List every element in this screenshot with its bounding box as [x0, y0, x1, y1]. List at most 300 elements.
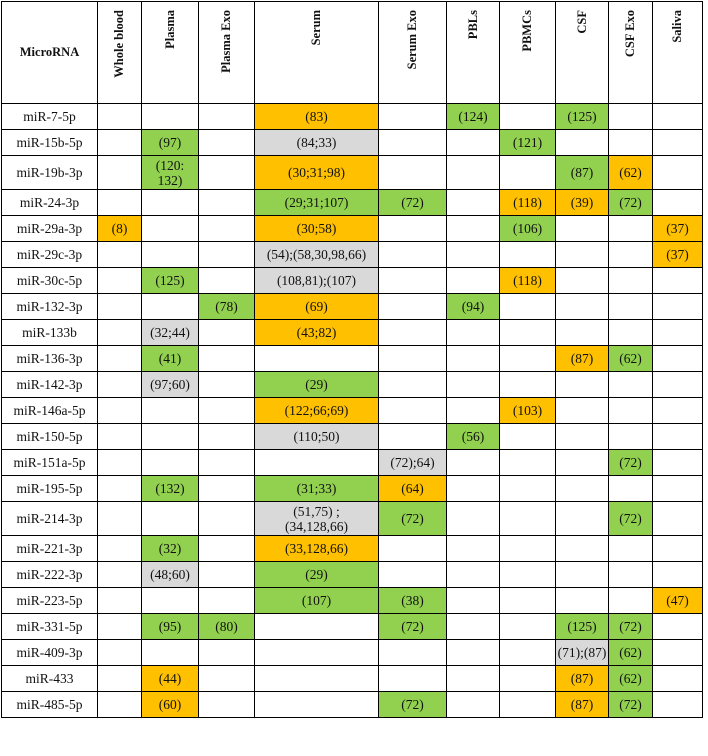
- table-cell: [447, 588, 500, 614]
- mirna-name-cell: miR-223-5p: [2, 588, 98, 614]
- table-cell: [609, 216, 653, 242]
- reference-citation: (31;33): [296, 481, 337, 496]
- table-cell: [379, 502, 447, 536]
- table-cell: [500, 450, 556, 476]
- mirna-name-cell: miR-433: [2, 666, 98, 692]
- reference-citation: (121): [512, 135, 543, 150]
- table-row: [2, 450, 703, 476]
- table-cell: [379, 398, 447, 424]
- table-cell: [98, 104, 142, 130]
- table-cell: [255, 398, 379, 424]
- table-cell: [199, 216, 255, 242]
- reference-citation: (120: 132): [155, 157, 185, 188]
- reference-citation: (125): [155, 273, 185, 288]
- table-cell: [255, 156, 379, 190]
- table-cell: [500, 692, 556, 718]
- table-cell: [653, 216, 703, 242]
- header-label: Saliva: [670, 10, 684, 43]
- table-cell: [500, 346, 556, 372]
- reference-citation: (29;31;107): [284, 195, 349, 210]
- table-cell: [609, 450, 653, 476]
- mirna-name-cell: miR-222-3p: [2, 562, 98, 588]
- mirna-name-cell: miR-30c-5p: [2, 268, 98, 294]
- reference-citation: (71);(87): [557, 645, 607, 660]
- table-row: [2, 268, 703, 294]
- table-cell: [556, 614, 609, 640]
- table-cell: [447, 294, 500, 320]
- table-cell: [98, 536, 142, 562]
- table-cell: [653, 562, 703, 588]
- table-cell: [609, 666, 653, 692]
- reference-citation: (72): [401, 619, 424, 634]
- table-cell: [142, 562, 199, 588]
- reference-citation: (95): [158, 619, 182, 634]
- table-cell: [653, 398, 703, 424]
- table-cell: [199, 692, 255, 718]
- table-cell: [447, 424, 500, 450]
- reference-citation: (87): [570, 165, 594, 180]
- table-cell: [379, 294, 447, 320]
- table-cell: [609, 268, 653, 294]
- table-cell: [653, 476, 703, 502]
- reference-citation: (72): [619, 511, 642, 526]
- reference-citation: (62): [619, 351, 642, 366]
- table-cell: [142, 476, 199, 502]
- table-cell: [199, 640, 255, 666]
- table-cell: [447, 562, 500, 588]
- table-cell: [199, 294, 255, 320]
- reference-citation: (78): [215, 299, 238, 314]
- table-row: [2, 242, 703, 268]
- table-cell: [142, 692, 199, 718]
- table-cell: [142, 294, 199, 320]
- table-cell: [556, 398, 609, 424]
- table-cell: [500, 562, 556, 588]
- header-whole-blood: [98, 2, 142, 104]
- table-cell: [500, 588, 556, 614]
- reference-citation: (51,75) ; (34,128,66): [285, 503, 348, 534]
- reference-citation: (39): [570, 195, 594, 210]
- header-label: Plasma Exo: [219, 10, 233, 73]
- table-cell: [556, 156, 609, 190]
- table-cell: [379, 268, 447, 294]
- mirna-name-cell: miR-409-3p: [2, 640, 98, 666]
- table-cell: [653, 130, 703, 156]
- table-row: [2, 536, 703, 562]
- table-cell: [142, 156, 199, 190]
- table-cell: [556, 346, 609, 372]
- table-cell: [142, 372, 199, 398]
- reference-citation: (56): [461, 429, 485, 444]
- table-row: [2, 502, 703, 536]
- mirna-name-cell: miR-29a-3p: [2, 216, 98, 242]
- table-cell: [500, 476, 556, 502]
- table-cell: [556, 104, 609, 130]
- reference-citation: (30;31;98): [288, 165, 345, 180]
- header-plasma-exo: [199, 2, 255, 104]
- table-cell: [609, 424, 653, 450]
- table-cell: [609, 294, 653, 320]
- table-cell: [653, 588, 703, 614]
- table-cell: [609, 502, 653, 536]
- table-cell: [98, 268, 142, 294]
- reference-citation: (118): [513, 273, 542, 288]
- reference-citation: (38): [401, 593, 424, 608]
- mirna-name-cell: miR-214-3p: [2, 502, 98, 536]
- table-cell: [653, 346, 703, 372]
- table-cell: [255, 450, 379, 476]
- table-cell: [653, 692, 703, 718]
- table-cell: [255, 190, 379, 216]
- mirna-table-container: [1, 1, 703, 718]
- table-cell: [556, 666, 609, 692]
- table-row: [2, 346, 703, 372]
- table-cell: [447, 502, 500, 536]
- table-cell: [199, 536, 255, 562]
- reference-citation: (60): [158, 697, 182, 712]
- table-cell: [653, 536, 703, 562]
- table-cell: [500, 242, 556, 268]
- table-cell: [142, 424, 199, 450]
- table-cell: [98, 294, 142, 320]
- table-cell: [255, 588, 379, 614]
- table-cell: [609, 242, 653, 268]
- reference-citation: (62): [619, 645, 642, 660]
- reference-citation: (29): [305, 377, 328, 392]
- header-pbls: [447, 2, 500, 104]
- table-cell: [609, 372, 653, 398]
- reference-citation: (97): [158, 135, 182, 150]
- mirna-name-cell: miR-485-5p: [2, 692, 98, 718]
- table-cell: [255, 346, 379, 372]
- table-cell: [447, 692, 500, 718]
- table-cell: [255, 614, 379, 640]
- reference-citation: (87): [570, 351, 594, 366]
- table-row: [2, 692, 703, 718]
- table-cell: [98, 398, 142, 424]
- table-cell: [98, 666, 142, 692]
- reference-citation: (87): [570, 697, 594, 712]
- header-label: CSF: [574, 10, 589, 34]
- table-cell: [255, 294, 379, 320]
- reference-citation: (72): [401, 697, 424, 712]
- table-cell: [653, 372, 703, 398]
- table-cell: [255, 104, 379, 130]
- table-cell: [556, 562, 609, 588]
- table-cell: [142, 588, 199, 614]
- table-cell: [609, 588, 653, 614]
- reference-citation: (125): [567, 619, 597, 634]
- table-row: [2, 562, 703, 588]
- header-pbmcs: [500, 2, 556, 104]
- reference-citation: (54);(58,30,98,66): [266, 247, 367, 262]
- table-cell: [500, 268, 556, 294]
- reference-citation: (106): [512, 221, 543, 236]
- reference-citation: (29): [305, 567, 328, 582]
- reference-citation: (94): [461, 299, 485, 314]
- table-cell: [199, 588, 255, 614]
- reference-citation: (122;66;69): [284, 403, 349, 418]
- table-cell: [500, 372, 556, 398]
- table-cell: [609, 156, 653, 190]
- table-cell: [142, 666, 199, 692]
- reference-citation: (8): [111, 221, 128, 236]
- table-cell: [379, 372, 447, 398]
- table-cell: [379, 614, 447, 640]
- header-row: [2, 2, 703, 104]
- mirna-name-cell: miR-331-5p: [2, 614, 98, 640]
- table-cell: [255, 372, 379, 398]
- reference-citation: (37): [666, 221, 689, 236]
- table-cell: [609, 130, 653, 156]
- table-row: [2, 588, 703, 614]
- table-cell: [98, 190, 142, 216]
- table-cell: [447, 320, 500, 346]
- table-cell: [653, 666, 703, 692]
- header-label: CSF Exo: [623, 10, 637, 58]
- table-cell: [609, 536, 653, 562]
- table-cell: [199, 346, 255, 372]
- table-cell: [609, 614, 653, 640]
- reference-citation: (125): [567, 109, 597, 124]
- table-cell: [379, 562, 447, 588]
- header-label: Plasma: [162, 10, 177, 49]
- table-cell: [142, 104, 199, 130]
- table-cell: [556, 130, 609, 156]
- header-label: Serum: [309, 10, 323, 46]
- table-cell: [199, 450, 255, 476]
- mirna-name-cell: miR-29c-3p: [2, 242, 98, 268]
- table-cell: [255, 242, 379, 268]
- table-cell: [98, 502, 142, 536]
- table-cell: [556, 450, 609, 476]
- table-cell: [447, 104, 500, 130]
- table-cell: [653, 424, 703, 450]
- table-cell: [447, 666, 500, 692]
- table-cell: [500, 190, 556, 216]
- reference-citation: (69): [305, 299, 328, 314]
- table-cell: [653, 242, 703, 268]
- table-cell: [199, 242, 255, 268]
- table-cell: [379, 424, 447, 450]
- mirna-name-cell: miR-142-3p: [2, 372, 98, 398]
- table-cell: [556, 692, 609, 718]
- table-cell: [500, 502, 556, 536]
- table-cell: [447, 268, 500, 294]
- table-cell: [653, 320, 703, 346]
- header-serum: [255, 2, 379, 104]
- reference-citation: (132): [155, 481, 185, 496]
- reference-citation: (72);64): [390, 455, 435, 470]
- table-cell: [447, 216, 500, 242]
- table-cell: [98, 450, 142, 476]
- table-cell: [255, 476, 379, 502]
- table-cell: [255, 424, 379, 450]
- mirna-name-cell: miR-133b: [2, 320, 98, 346]
- table-cell: [653, 268, 703, 294]
- reference-citation: (110;50): [293, 429, 340, 444]
- reference-citation: (118): [513, 195, 542, 210]
- table-cell: [142, 614, 199, 640]
- table-cell: [609, 104, 653, 130]
- table-cell: [379, 104, 447, 130]
- reference-citation: (30;58): [296, 221, 337, 236]
- table-cell: [199, 502, 255, 536]
- table-cell: [556, 190, 609, 216]
- reference-citation: (43;82): [296, 325, 337, 340]
- reference-citation: (107): [301, 593, 332, 608]
- table-cell: [142, 450, 199, 476]
- table-row: [2, 294, 703, 320]
- table-cell: [500, 104, 556, 130]
- header-label: Whole blood: [112, 10, 126, 78]
- table-cell: [98, 692, 142, 718]
- table-row: [2, 640, 703, 666]
- table-cell: [142, 502, 199, 536]
- table-cell: [98, 476, 142, 502]
- table-cell: [653, 502, 703, 536]
- reference-citation: (32;44): [150, 325, 190, 340]
- table-cell: [142, 268, 199, 294]
- reference-citation: (124): [458, 109, 488, 124]
- table-cell: [142, 190, 199, 216]
- table-cell: [556, 588, 609, 614]
- table-cell: [98, 588, 142, 614]
- table-cell: [199, 476, 255, 502]
- mirna-name-cell: miR-151a-5p: [2, 450, 98, 476]
- table-cell: [556, 294, 609, 320]
- table-cell: [609, 320, 653, 346]
- table-body: [2, 104, 703, 718]
- table-cell: [556, 424, 609, 450]
- table-cell: [199, 424, 255, 450]
- header-plasma: [142, 2, 199, 104]
- header-csf-exo: [609, 2, 653, 104]
- reference-citation: (72): [401, 511, 424, 526]
- table-row: [2, 372, 703, 398]
- table-cell: [609, 190, 653, 216]
- reference-citation: (97;60): [150, 377, 190, 392]
- table-row: [2, 130, 703, 156]
- table-cell: [500, 424, 556, 450]
- table-cell: [255, 640, 379, 666]
- table-cell: [379, 242, 447, 268]
- table-cell: [199, 614, 255, 640]
- table-row: [2, 156, 703, 190]
- table-cell: [556, 268, 609, 294]
- mirna-name-cell: miR-221-3p: [2, 536, 98, 562]
- table-cell: [653, 104, 703, 130]
- table-cell: [255, 666, 379, 692]
- table-cell: [255, 692, 379, 718]
- table-cell: [98, 156, 142, 190]
- table-cell: [379, 692, 447, 718]
- table-cell: [379, 190, 447, 216]
- table-row: [2, 666, 703, 692]
- table-row: [2, 614, 703, 640]
- table-row: [2, 104, 703, 130]
- reference-citation: (87): [570, 671, 594, 686]
- reference-citation: (62): [619, 671, 642, 686]
- table-cell: [500, 156, 556, 190]
- table-cell: [556, 216, 609, 242]
- reference-citation: (72): [619, 619, 642, 634]
- table-cell: [199, 268, 255, 294]
- table-cell: [379, 666, 447, 692]
- table-cell: [653, 614, 703, 640]
- mirna-name-cell: miR-132-3p: [2, 294, 98, 320]
- table-cell: [447, 190, 500, 216]
- header-label: PBMCs: [520, 10, 534, 52]
- table-cell: [609, 562, 653, 588]
- table-row: [2, 424, 703, 450]
- table-cell: [653, 640, 703, 666]
- table-cell: [255, 320, 379, 346]
- table-cell: [98, 562, 142, 588]
- mirna-name-cell: miR-15b-5p: [2, 130, 98, 156]
- header-serum-exo: [379, 2, 447, 104]
- table-cell: [556, 502, 609, 536]
- table-cell: [98, 424, 142, 450]
- table-cell: [98, 130, 142, 156]
- reference-citation: (72): [619, 455, 642, 470]
- mirna-name-cell: miR-24-3p: [2, 190, 98, 216]
- table-cell: [556, 320, 609, 346]
- table-cell: [500, 536, 556, 562]
- table-cell: [142, 640, 199, 666]
- table-cell: [98, 372, 142, 398]
- table-cell: [556, 640, 609, 666]
- header-label: PBLs: [465, 10, 480, 40]
- mirna-name-cell: miR-19b-3p: [2, 156, 98, 190]
- table-cell: [556, 536, 609, 562]
- table-cell: [447, 536, 500, 562]
- header-microrna: MicroRNA: [2, 2, 98, 104]
- table-cell: [609, 346, 653, 372]
- table-cell: [199, 398, 255, 424]
- header-label: Serum Exo: [405, 10, 419, 70]
- table-cell: [199, 320, 255, 346]
- table-cell: [500, 398, 556, 424]
- mirna-name-cell: miR-7-5p: [2, 104, 98, 130]
- mirna-name-cell: miR-146a-5p: [2, 398, 98, 424]
- table-cell: [500, 216, 556, 242]
- table-cell: [255, 268, 379, 294]
- reference-citation: (47): [666, 593, 689, 608]
- table-cell: [500, 130, 556, 156]
- table-cell: [255, 536, 379, 562]
- table-cell: [255, 502, 379, 536]
- table-cell: [199, 104, 255, 130]
- table-cell: [379, 320, 447, 346]
- table-cell: [447, 156, 500, 190]
- reference-citation: (33,128,66): [285, 541, 348, 556]
- mirna-biofluid-table: [1, 1, 703, 718]
- table-row: [2, 476, 703, 502]
- reference-citation: (103): [512, 403, 543, 418]
- table-cell: [556, 476, 609, 502]
- reference-citation: (64): [401, 481, 424, 496]
- table-cell: [447, 476, 500, 502]
- table-cell: [255, 562, 379, 588]
- table-cell: [556, 242, 609, 268]
- reference-citation: (32): [158, 541, 182, 556]
- reference-citation: (72): [619, 195, 642, 210]
- table-cell: [142, 536, 199, 562]
- table-cell: [447, 450, 500, 476]
- table-cell: [500, 666, 556, 692]
- table-cell: [447, 130, 500, 156]
